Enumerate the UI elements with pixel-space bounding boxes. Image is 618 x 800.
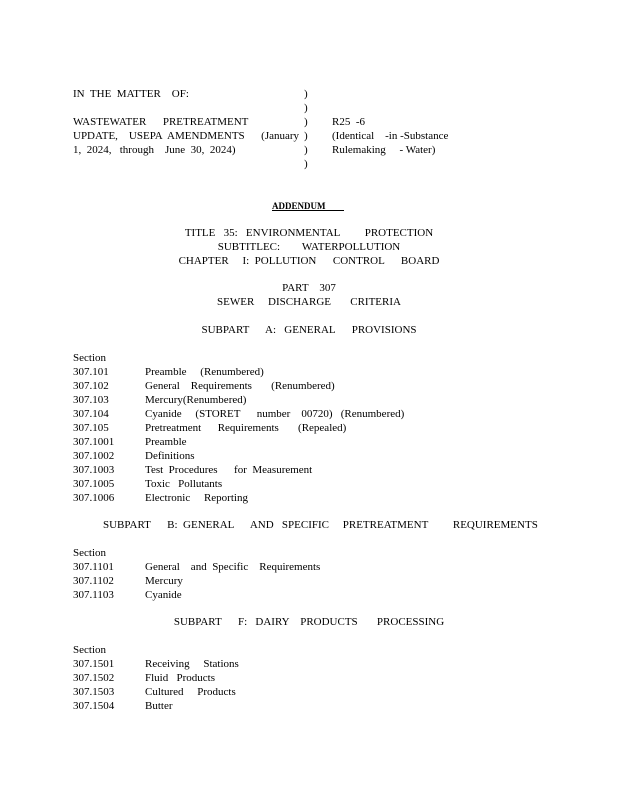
chapter-heading: CHAPTER I: POLLUTION CONTROL BOARD <box>178 255 440 267</box>
section-title: Butter <box>145 700 173 712</box>
section-title: Receiving Stations <box>145 658 239 670</box>
section-title: Cyanide <box>145 589 182 601</box>
part-heading: PART 307 <box>282 282 336 294</box>
section-number: 307.1102 <box>73 575 114 587</box>
section-title: Test Procedures for Measurement <box>145 464 313 476</box>
section-number: 307.1501 <box>73 658 115 670</box>
section-title: Pretreatment Requirements (Repealed) <box>145 422 347 434</box>
section-number: 307.102 <box>73 380 109 392</box>
caption-paren: ) <box>304 158 308 170</box>
subpart-a-heading: SUBPART A: GENERAL PROVISIONS <box>201 324 417 336</box>
section-title: Preamble <box>145 436 187 448</box>
docket-number: R25 -6 <box>332 116 365 128</box>
section-title: Cyanide (STORET number 00720) (Renumbered) <box>145 408 405 420</box>
section-number: 307.1002 <box>73 450 115 462</box>
section-label: Section <box>73 644 106 656</box>
section-number: 307.1503 <box>73 686 115 698</box>
section-title: Fluid Products <box>145 672 215 684</box>
title-heading: TITLE 35: ENVIRONMENTAL PROTECTION <box>184 227 434 239</box>
addendum-underline <box>272 210 344 211</box>
section-title: General Requirements (Renumbered) <box>145 380 335 392</box>
section-number: 307.1001 <box>73 436 115 448</box>
section-label: Section <box>73 547 106 559</box>
section-label: Section <box>73 352 106 364</box>
section-title: Mercury <box>145 575 183 587</box>
addendum-heading: ADDENDUM <box>272 201 326 211</box>
subpart-f-heading: SUBPART F: DAIRY PRODUCTS PROCESSING <box>173 616 445 628</box>
section-number: 307.1006 <box>73 492 115 504</box>
section-number: 307.1502 <box>73 672 115 684</box>
section-number: 307.104 <box>73 408 109 420</box>
caption-paren: ) <box>304 116 308 128</box>
section-number: 307.1103 <box>73 589 114 601</box>
section-title: Cultured Products <box>145 686 236 698</box>
section-number: 307.1005 <box>73 478 115 490</box>
part-name-heading: SEWER DISCHARGE CRITERIA <box>217 296 401 308</box>
section-number: 307.1504 <box>73 700 115 712</box>
docket-type-line-2: Rulemaking - Water) <box>332 144 436 156</box>
section-number: 307.1003 <box>73 464 115 476</box>
section-number: 307.103 <box>73 394 109 406</box>
section-title: General and Specific Requirements <box>145 561 321 573</box>
caption-paren: ) <box>304 102 308 114</box>
section-number: 307.1101 <box>73 561 114 573</box>
section-number: 307.105 <box>73 422 109 434</box>
section-title: Definitions <box>145 450 195 462</box>
caption-title-line-2: UPDATE, USEPA AMENDMENTS (January <box>73 130 300 142</box>
subtitle-heading: SUBTITLEC: WATERPOLLUTION <box>217 241 401 253</box>
section-title: Preamble (Renumbered) <box>145 366 264 378</box>
caption-matter-line: IN THE MATTER OF: <box>73 88 189 100</box>
section-number: 307.101 <box>73 366 109 378</box>
section-title: Mercury(Renumbered) <box>145 394 247 406</box>
caption-title-line-3: 1, 2024, through June 30, 2024) <box>73 144 236 156</box>
section-title: Electronic Reporting <box>145 492 248 504</box>
caption-paren: ) <box>304 130 308 142</box>
caption-paren: ) <box>304 88 308 100</box>
subpart-b-heading: SUBPART B: GENERAL AND SPECIFIC PRETREATMENT REQUIREMENTS <box>103 519 538 531</box>
caption-paren: ) <box>304 144 308 156</box>
section-title: Toxic Pollutants <box>145 478 223 490</box>
docket-type-line-1: (Identical -in -Substance <box>332 130 449 142</box>
caption-title-line-1: WASTEWATER PRETREATMENT <box>73 116 249 128</box>
